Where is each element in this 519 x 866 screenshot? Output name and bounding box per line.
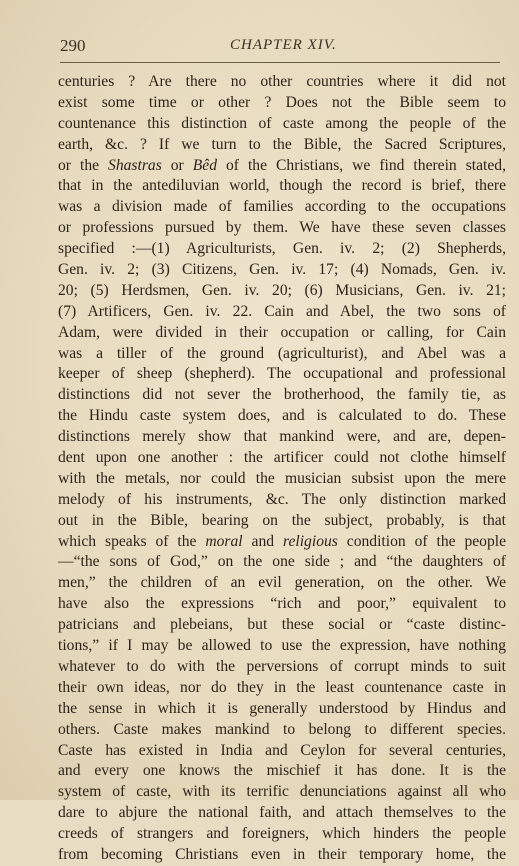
text-line [58,239,506,260]
text-line [58,406,506,427]
text-line [58,448,506,469]
text-run: dent upon one another : the artificer could not clothe himself [58,449,506,467]
text-line [58,552,506,573]
text-line [58,636,506,657]
text-run: specified :—(1) Agriculturists, Gen. iv. 2; (2) Shepherds, [58,240,506,258]
italic-term: Shastras [108,156,162,174]
text-line [58,344,506,365]
text-line [58,427,506,448]
text-run: melody of his instruments, &c. The only distinction marked [58,490,506,508]
italic-term: moral [205,532,243,550]
text-line [58,699,506,720]
text-line [58,156,506,177]
text-run: —“the sons of God,” on the one side ; and “the daughters of [58,553,506,571]
text-line [58,114,506,135]
text-run: 20; (5) Herdsmen, Gen. iv. 20; (6) Musicians, Gen. iv. 21; [58,281,506,299]
text-run: their own ideas, nor do they in the least countenance caste in [58,678,506,696]
text-line [58,720,506,741]
text-run: condition of the people [337,532,507,550]
text-line [58,385,506,406]
text-line [58,72,506,93]
text-run: countenance this distinction of caste among the people of the [58,114,506,132]
text-run: patricians and plebeians, but these social or “caste distinc- [58,616,506,634]
text-run: distinctions merely show that mankind were, and are, depen- [58,428,506,446]
text-line [58,657,506,678]
text-line [58,469,506,490]
text-run: keeper of sheep (shepherd). The occupational and professional [58,365,506,383]
text-run: that in the antediluvian world, though the record is brief, there [58,177,506,195]
text-run: men,” the children of an evil generation, on the other. We [58,574,506,592]
text-run: (7) Artificers, Gen. iv. 22. Cain and Abel, the two sons of [58,302,506,320]
text-run: exist some time or other ? Does not the Bible seem to [58,93,506,111]
page-header [60,36,500,60]
text-run: Adam, were divided in their occupation or calling, for Cain [58,323,506,341]
text-run: and every one knows the mischief it has done. It is the [58,762,506,780]
text-run: out in the Bible, bearing on the subject, probably, is that [58,511,506,529]
text-line [58,364,506,385]
text-line [58,135,506,156]
text-line [58,594,506,615]
text-run: Gen. iv. 2; (3) Citizens, Gen. iv. 17; (4) Nomads, Gen. iv. [58,261,506,279]
italic-term: religious [282,532,338,550]
text-line [58,824,506,845]
text-line [58,323,506,344]
text-line [58,511,506,532]
text-run: or [161,156,193,174]
text-run: whatever to do with the perversions of corrupt minds to suit [58,657,506,675]
text-run: and [242,532,283,550]
text-run: distinctions did not sever the brotherhood, the family tie, as [58,386,506,404]
text-line [58,490,506,511]
text-run: with the metals, nor could the musician subsist upon the mere [58,469,506,487]
text-line [58,260,506,281]
text-line [58,532,506,553]
italic-term: Bêd [192,156,217,174]
text-line [58,741,506,762]
text-run: which speaks of the [58,532,206,550]
text-run: system of caste, with its terrific denunciations against all who [58,783,506,801]
text-run: or professions pursued by them. We have these seven classes [58,219,506,237]
text-line [58,678,506,699]
text-line [58,218,506,239]
text-run: of the Christians, we find therein stated, [217,156,506,174]
text-line [58,845,506,866]
text-line [58,615,506,636]
text-line [58,197,506,218]
text-line [58,782,506,803]
text-run: dare to abjure the national faith, and attach themselves to the [58,804,506,822]
running-head: CHAPTER XIV. [230,37,337,53]
text-run: others. Caste makes mankind to belong to different species. [58,720,506,738]
text-run: was a division made of families according to the occupations [58,198,506,216]
text-line [58,573,506,594]
header-rule [60,62,500,63]
text-run: the sense in which it is generally understood by Hindus and [58,699,506,717]
text-run: earth, &c. ? If we turn to the Bible, the Sacred Scriptures, [58,135,506,153]
text-run: the Hindu caste system does, and is calculated to do. These [58,407,506,425]
text-run: or the [58,156,109,174]
text-run: centuries ? Are there no other countries where it did not [58,73,506,90]
text-run: have also the expressions “rich and poor,” equivalent to [58,595,506,613]
text-line [58,803,506,824]
text-line [58,761,506,782]
text-line [58,302,506,323]
text-run: creeds of strangers and foreigners, which hinders the people [58,825,506,843]
text-line [58,281,506,302]
text-run: Caste has existed in India and Ceylon for several centuries, [58,741,506,759]
text-line [58,93,506,114]
text-run: was a tiller of the ground (agriculturist), and Abel was a [58,344,506,362]
text-run: from becoming Christians even in their temporary home, the [58,845,506,863]
text-run: tions,” if I may be allowed to use the expression, have nothing [58,637,506,655]
text-line [58,176,506,197]
body-text [58,72,506,866]
page-number: 290 [60,36,86,55]
